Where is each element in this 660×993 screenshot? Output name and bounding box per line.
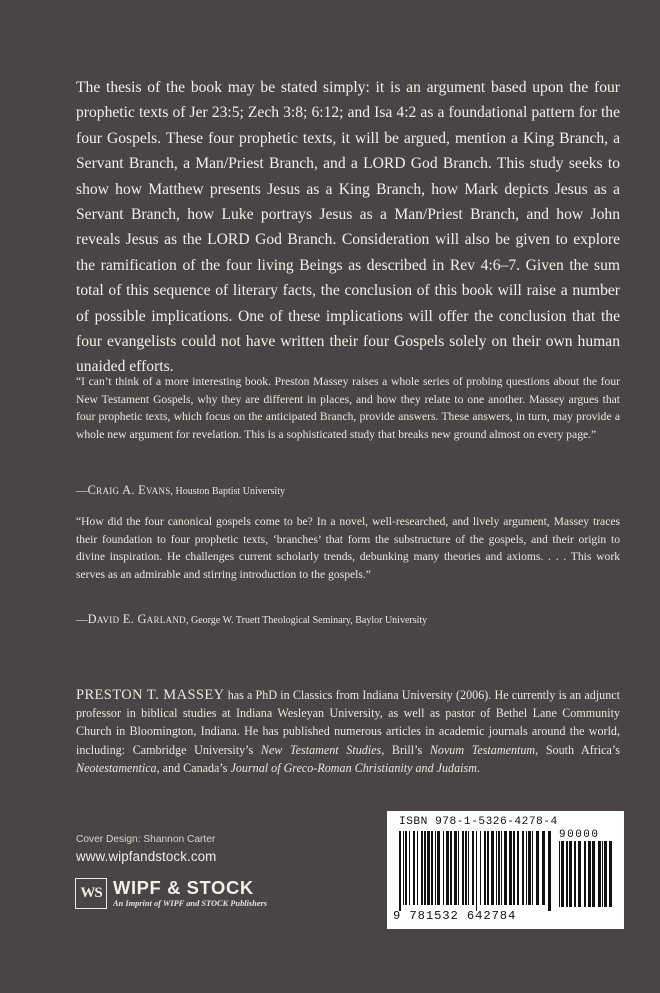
- barcode-bar: [504, 831, 507, 905]
- barcode-bar: [566, 841, 568, 907]
- isbn-number: ISBN 978-1-5326-4278-4: [399, 816, 558, 828]
- endorsement-quote-garland: “How did the four canonical gospels come to be? In a novel, well-researched, and lively argument, Massey traces their foundation to four prophetic texts, ‘branches’ that form the substructure of the gospels, and their origin to divine inspiration. He challenges current scholarly trends, debunking many theories and axioms. . . . This work serves as an admirable and stirring introduction to the gospels.”: [76, 515, 620, 581]
- cover-design-credit: Cover Design: Shannon Carter: [76, 834, 216, 845]
- isbn-barcode: [387, 811, 624, 929]
- barcode-bar: [431, 831, 433, 905]
- barcode-bar: [561, 841, 564, 907]
- bio-text: , Brill’s: [381, 742, 430, 757]
- barcode-bar: [569, 841, 572, 907]
- barcode-bar: [413, 831, 415, 905]
- endorser-affiliation: , Houston Baptist University: [170, 486, 285, 497]
- barcode-bar: [598, 841, 601, 907]
- barcode-bar: [405, 831, 407, 905]
- barcode-bar: [465, 831, 467, 905]
- barcode-bar: [501, 831, 502, 905]
- barcode-bar: [513, 831, 515, 905]
- journal-title: Journal of Greco-Roman Christianity and Judaism: [230, 760, 477, 775]
- author-name: PRESTON T. MASSEY: [76, 687, 225, 703]
- barcode-bar: [476, 831, 477, 911]
- barcode-bar: [409, 831, 410, 905]
- endorser-name: David E. Garland: [87, 612, 186, 626]
- endorsement-quote-evans: “I can’t think of a more interesting book. Preston Massey raises a whole series of probing questions about the four New Testament Gospels, why they are different in places, and how they relate to one another. Massey argues that four prophetic texts, which focus on the anticipated Branch, provide answers. These answers, in turn, may provide a whole new argument for revelation. This is a sophisticated study that breaks new ground almost on every page.”: [76, 375, 620, 441]
- barcode-bar: [480, 831, 481, 905]
- bio-text: .: [476, 760, 480, 775]
- barcode-bar: [437, 831, 440, 905]
- barcode-bar: [559, 841, 560, 907]
- attribution-dash: —: [76, 484, 88, 497]
- barcode-bar: [446, 831, 449, 905]
- barcode-bar: [458, 831, 459, 905]
- ean-digits: 9 781532 642784: [393, 909, 517, 923]
- endorsement-attribution-garland: [76, 612, 427, 627]
- endorser-affiliation: , George W. Truett Theological Seminary, Baylor University: [186, 615, 428, 626]
- endorsement-attribution-evans: [76, 483, 285, 498]
- barcode-bar: [484, 831, 486, 905]
- addon-barcode-bars: [557, 841, 615, 907]
- barcode-bar: [454, 831, 457, 905]
- journal-title: Neotestamentica: [76, 760, 157, 775]
- barcode-bar: [584, 841, 586, 907]
- barcode-bar: [592, 841, 595, 907]
- barcode-bar: [462, 831, 464, 905]
- barcode-bar: [609, 841, 612, 907]
- ean-barcode-bars: [397, 831, 555, 911]
- attribution-dash: —: [76, 613, 88, 626]
- barcode-bar: [403, 831, 404, 905]
- barcode-bar: [548, 831, 551, 911]
- barcode-bar: [509, 831, 512, 905]
- barcode-bar: [491, 831, 494, 905]
- barcode-bar: [498, 831, 500, 905]
- journal-title: Novum Testamentum: [429, 742, 536, 757]
- barcode-bar: [532, 831, 533, 905]
- barcode-bar: [522, 831, 524, 905]
- price-code: 90000: [559, 829, 600, 841]
- barcode-bar: [574, 841, 576, 907]
- barcode-bar: [588, 841, 591, 907]
- publisher-tagline: An Imprint of WIPF and STOCK Publishers: [113, 899, 268, 908]
- barcode-bar: [421, 831, 423, 905]
- barcode-bar: [602, 841, 603, 907]
- barcode-bar: [517, 831, 519, 905]
- publisher-name: WIPF & STOCK: [113, 877, 254, 898]
- barcode-bar: [536, 831, 539, 905]
- barcode-bar: [424, 831, 426, 905]
- barcode-bar: [528, 831, 531, 905]
- barcode-bar: [468, 831, 469, 905]
- barcode-bar: [578, 841, 581, 907]
- barcode-bar: [435, 831, 436, 905]
- publisher-logo: [75, 878, 287, 912]
- publisher-website: www.wipfandstock.com: [76, 849, 217, 864]
- bio-text: has a PhD in Classics from Indiana University (2006). He currently is an adjunct professor in biblical studies at Indiana Wesleyan University, as well as pastor of Bethel Lane Community Church in Bloomington, Indiana. He has published numerous articles in academic journals around the world, including: Cambridge University’s: [76, 688, 620, 757]
- barcode-bar: [417, 831, 418, 905]
- endorser-name: Craig A. Evans: [87, 483, 171, 497]
- barcode-bar: [526, 831, 527, 905]
- back-cover-blurb: The thesis of the book may be stated simply: it is an argument based upon the four prophetic texts of Jer 23:5; Zech 3:8; 6:12; and Isa 4:2 as a foundational pattern for the four Gospels. These four prophetic texts, it will be argued, mention a King Branch, a Servant Branch, a Man/Priest Branch, and a LORD God Branch. This study seeks to show how Matthew presents Jesus as a King Branch, how Mark depicts Jesus as a Servant Branch, how Luke portrays Jesus as a Man/Priest Branch, and how John reveals Jesus as the LORD God Branch. Consideration will also be given to explore the ramification of the four living Beings as described in Rev 4:6–7. Given the sum total of this sequence of literary facts, the conclusion of this book will raise a number of possible implications. One of these implications will offer the conclusion that the four evangelists could not have written their four Gospels solely on their own human unaided efforts.: [76, 79, 620, 376]
- barcode-bar: [542, 831, 545, 905]
- bio-text: , and Canada’s: [156, 760, 231, 775]
- bio-text: , South Africa’s: [535, 742, 620, 757]
- barcode-bar: [604, 841, 607, 907]
- barcode-bar: [487, 831, 489, 905]
- barcode-bar: [399, 831, 401, 911]
- publisher-logo-mark: WS: [75, 878, 107, 909]
- barcode-bar: [496, 831, 497, 905]
- barcode-bar: [450, 831, 452, 905]
- barcode-bar: [472, 831, 474, 905]
- barcode-bar: [443, 831, 444, 905]
- journal-title: New Testament Studies: [260, 742, 382, 757]
- author-bio: [76, 686, 620, 777]
- barcode-bar: [427, 831, 430, 905]
